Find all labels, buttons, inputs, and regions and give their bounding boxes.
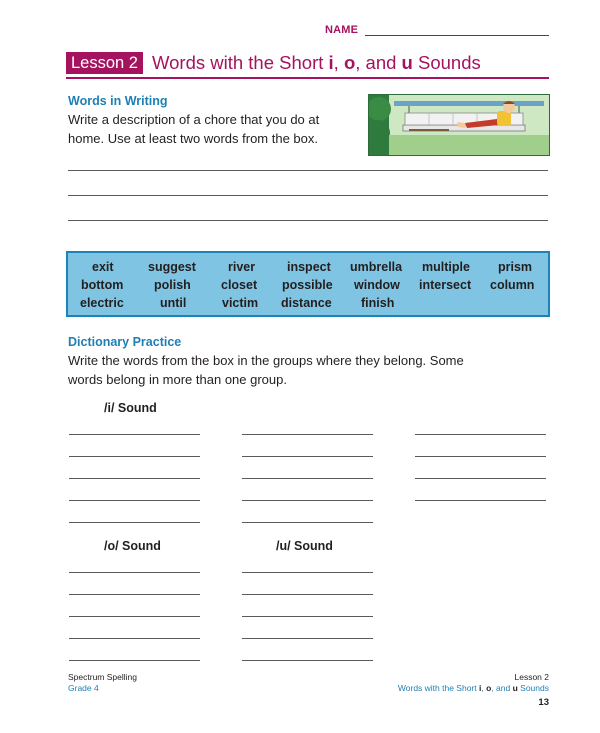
o-sound-answer-line[interactable] xyxy=(69,660,200,661)
u-sound-answer-line[interactable] xyxy=(242,660,373,661)
i-sound-answer-line[interactable] xyxy=(415,456,546,457)
writing-line[interactable] xyxy=(68,170,548,171)
o-sound-answer-line[interactable] xyxy=(69,572,200,573)
footer-letter-u: u xyxy=(512,683,518,693)
title-text: , xyxy=(333,52,344,73)
u-sound-answer-line[interactable] xyxy=(242,572,373,573)
porch-swing-illustration xyxy=(368,94,550,156)
name-line xyxy=(365,35,549,36)
footer-title-text: , xyxy=(481,683,487,693)
footer-letter-o: o xyxy=(486,683,492,693)
word-box-word: suggest xyxy=(148,260,196,274)
title-text: , and xyxy=(355,52,402,73)
footer-grade: Grade 4 xyxy=(68,683,99,693)
word-box-word: window xyxy=(354,278,400,292)
title-rule xyxy=(66,77,549,79)
word-box-word: polish xyxy=(154,278,191,292)
word-box-word: closet xyxy=(221,278,258,292)
word-box-word: column xyxy=(490,278,535,292)
u-sound-answer-line[interactable] xyxy=(242,616,373,617)
i-sound-answer-line[interactable] xyxy=(242,434,373,435)
dictionary-instruction-line-1: Write the words from the box in the groups where they belong. Some xyxy=(68,353,464,368)
o-sound-answer-line[interactable] xyxy=(69,616,200,617)
i-sound-label: /i/ Sound xyxy=(104,401,157,415)
writing-line[interactable] xyxy=(68,195,548,196)
footer-book-title: Spectrum Spelling xyxy=(68,672,137,682)
footer-title-text: , and xyxy=(491,683,513,693)
u-sound-label: /u/ Sound xyxy=(276,539,333,553)
word-box-word: victim xyxy=(222,296,259,310)
word-box-word: inspect xyxy=(287,260,331,274)
word-box-word: multiple xyxy=(422,260,470,274)
lesson-badge: Lesson 2 xyxy=(66,52,143,74)
name-label: NAME xyxy=(325,24,359,36)
page-number: 13 xyxy=(538,697,549,708)
dictionary-practice-heading: Dictionary Practice xyxy=(68,335,182,349)
word-box-word: prism xyxy=(498,260,533,274)
writing-instruction-line-1: Write a description of a chore that you do at xyxy=(68,112,320,127)
i-sound-answer-line[interactable] xyxy=(415,478,546,479)
word-box-word: bottom xyxy=(81,278,124,292)
footer-title-text: Words with the Short xyxy=(397,683,479,693)
i-sound-answer-line[interactable] xyxy=(415,500,546,501)
word-box xyxy=(66,251,550,317)
i-sound-answer-line[interactable] xyxy=(242,522,373,523)
i-sound-answer-line[interactable] xyxy=(69,478,200,479)
u-sound-answer-line[interactable] xyxy=(242,638,373,639)
i-sound-answer-line[interactable] xyxy=(69,456,200,457)
word-box-word: river xyxy=(228,260,256,274)
writing-instruction-line-2: home. Use at least two words from the box. xyxy=(68,131,318,146)
u-sound-answer-line[interactable] xyxy=(242,594,373,595)
footer-letter-i: i xyxy=(479,683,482,693)
word-box-word: distance xyxy=(281,296,332,310)
word-box-word: finish xyxy=(361,296,395,310)
o-sound-label: /o/ Sound xyxy=(104,539,161,553)
word-box-word: until xyxy=(160,296,187,310)
writing-line[interactable] xyxy=(68,220,548,221)
title-letter-u: u xyxy=(401,52,413,73)
word-box-word: intersect xyxy=(419,278,472,292)
lesson-title xyxy=(152,52,481,74)
o-sound-answer-line[interactable] xyxy=(69,638,200,639)
porch-swing-icon xyxy=(369,95,549,155)
i-sound-answer-line[interactable] xyxy=(242,478,373,479)
words-in-writing-heading: Words in Writing xyxy=(68,94,168,108)
word-box-word: exit xyxy=(92,260,114,274)
i-sound-answer-line[interactable] xyxy=(242,456,373,457)
i-sound-answer-line[interactable] xyxy=(242,500,373,501)
i-sound-answer-line[interactable] xyxy=(69,500,200,501)
word-box-word: electric xyxy=(80,296,124,310)
footer-lesson: Lesson 2 xyxy=(514,672,549,682)
i-sound-answer-line[interactable] xyxy=(69,522,200,523)
word-box-word: possible xyxy=(282,278,333,292)
word-box-word: umbrella xyxy=(350,260,403,274)
i-sound-answer-line[interactable] xyxy=(69,434,200,435)
i-sound-answer-line[interactable] xyxy=(415,434,546,435)
title-letter-i: i xyxy=(328,52,334,73)
title-text: Sounds xyxy=(412,52,481,73)
o-sound-answer-line[interactable] xyxy=(69,594,200,595)
footer-title-text: Sounds xyxy=(517,683,549,693)
title-letter-o: o xyxy=(343,52,356,73)
title-text: Words with the Short xyxy=(152,52,329,73)
footer-lesson-title xyxy=(398,683,549,694)
dictionary-instruction-line-2: words belong in more than one group. xyxy=(68,372,287,387)
